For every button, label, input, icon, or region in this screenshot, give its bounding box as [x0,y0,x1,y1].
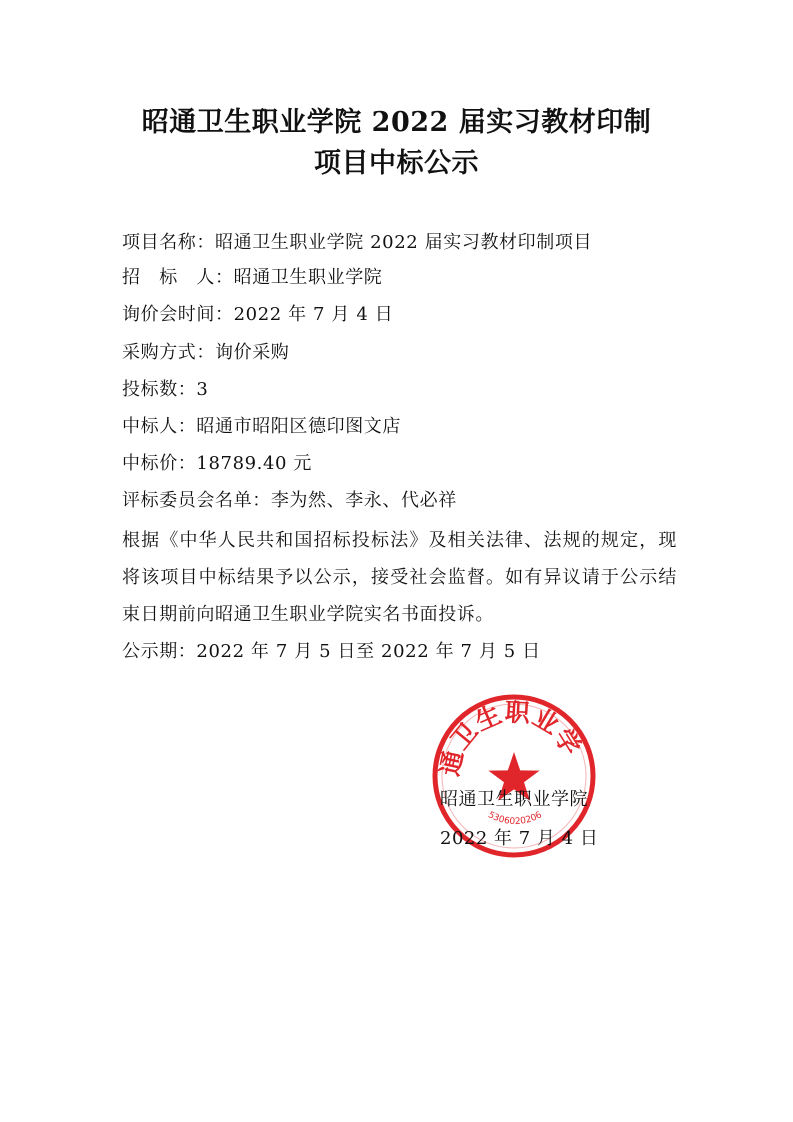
document-title-line-1: 昭通卫生职业学院 2022 届实习教材印制 [141,107,652,138]
notice-period-label: 公示期： [122,641,197,662]
notice-paragraph [122,522,677,670]
field-evaluation-committee [122,488,457,514]
field-value: 3 [196,379,209,400]
field-label: 投标数： [122,379,197,400]
field-tenderer [122,265,382,291]
field-procurement-method [122,340,289,366]
signature-date: 2022 年 7 月 4 日 [440,828,599,849]
field-project-name [122,230,592,256]
notice-text: 根据《中华人民共和国招标投标法》及相关法律、法规的规定，现将该项目中标结果予以公示，接受社会监督。如有异议请于公示结束日期前向昭通卫生职业学院实名书面投诉。 [122,530,677,625]
field-value: 2022 年 7 月 4 日 [233,304,394,325]
field-label: 中标人： [122,416,197,437]
field-value: 李为然、李永、代必祥 [270,490,457,511]
field-label: 采购方式： [122,342,215,363]
document-title-line-2: 项目中标公示 [314,148,479,179]
field-winning-price [122,451,312,477]
field-value: 昭通卫生职业学院 2022 届实习教材印制项目 [215,232,593,253]
seal-serial: 5306020206 [486,810,544,828]
field-label: 招 标 人： [122,267,234,288]
field-value: 昭通卫生职业学院 [233,267,383,288]
field-label: 项目名称： [122,232,215,253]
seal-text: 昭通卫生职业学院 [435,697,587,779]
notice-period-value: 2022 年 7 月 5 日至 2022 年 7 月 5 日 [196,641,541,662]
signature-organization: 昭通卫生职业学院 [440,789,588,810]
field-value: 询价采购 [215,342,290,363]
field-value: 昭通市昭阳区德印图文店 [196,416,402,437]
field-bid-count [122,377,208,403]
field-label: 询价会时间： [122,304,234,325]
field-inquiry-time [122,302,393,328]
field-value: 18789.40 元 [196,453,313,474]
field-label: 中标价： [122,453,197,474]
field-label: 评标委员会名单： [122,490,271,511]
field-winning-bidder [122,414,401,440]
